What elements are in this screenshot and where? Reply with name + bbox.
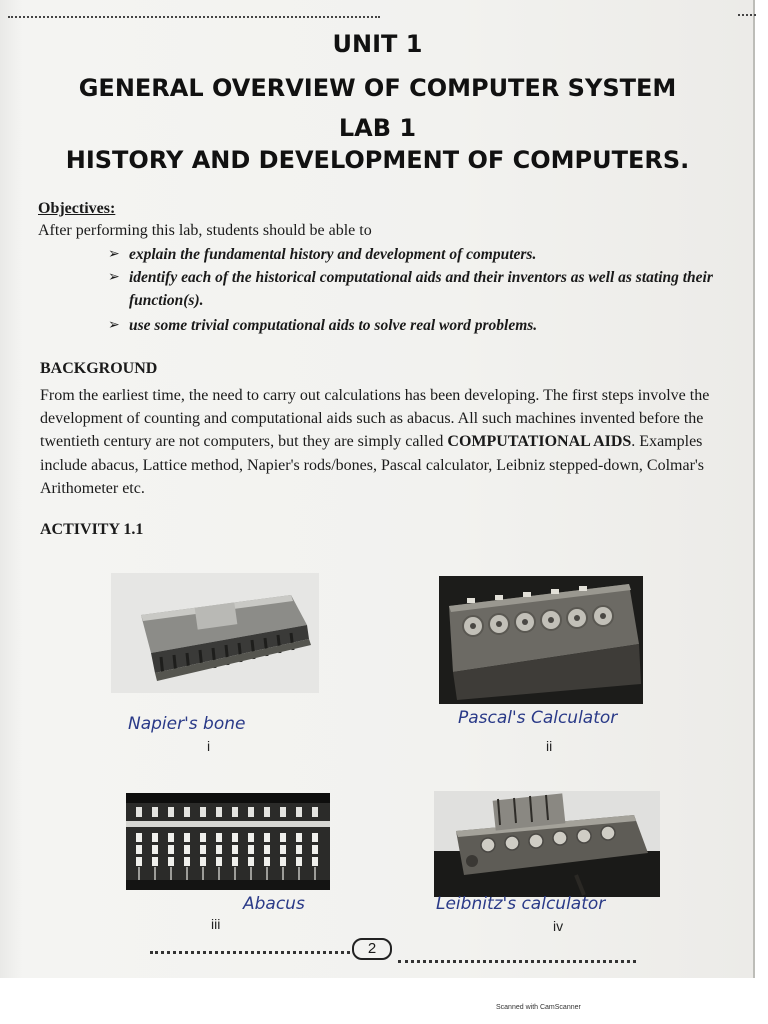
leibnitz-calculator-caption: Leibnitz's calculator: [436, 894, 606, 914]
figure-numeral: ii: [546, 738, 553, 754]
footer-dotted-line-left: [150, 951, 350, 954]
unit-heading: UNIT 1: [332, 30, 423, 58]
list-item: [108, 243, 728, 266]
lab-heading: LAB 1: [338, 114, 417, 142]
page-number: 2: [352, 938, 392, 960]
computational-aids-term: COMPUTATIONAL AIDS: [447, 433, 632, 451]
objectives-label: Objectives:: [38, 200, 116, 217]
list-item: [108, 314, 728, 337]
figure-numeral: iv: [553, 918, 564, 934]
figure-numeral: i: [207, 738, 211, 754]
figure-numeral: iii: [211, 916, 221, 932]
arrow-bullet-icon: ➢: [108, 269, 120, 285]
arrow-bullet-icon: ➢: [108, 317, 120, 333]
activity-label: ACTIVITY 1.1: [40, 521, 144, 538]
napiers-bones-photo: [111, 573, 319, 693]
leibnitz-calculator-photo: [434, 791, 660, 897]
corner-dotted-mark: [738, 14, 756, 16]
background-text-part2: . Examples include abacus, Lattice method, Napier's rods/bones, Pascal calculator, Leibniz stepped-down, Colmar's Arithometer etc.: [40, 433, 705, 497]
lab-title-heading: HISTORY AND DEVELOPMENT OF COMPUTERS.: [65, 146, 690, 174]
pascals-calculator-photo: [439, 576, 643, 704]
background-paragraph: [40, 384, 740, 500]
top-dotted-line: [8, 16, 380, 18]
objectives-list: [108, 243, 728, 337]
list-item: [108, 266, 728, 312]
footer-dotted-line-right: [398, 960, 636, 963]
napiers-bone-caption: Napier's bone: [128, 714, 246, 734]
background-label: BACKGROUND: [40, 360, 158, 377]
arrow-bullet-icon: ➢: [108, 246, 120, 262]
scanner-watermark: Scanned with CamScanner: [496, 1004, 581, 1011]
overview-heading: GENERAL OVERVIEW OF COMPUTER SYSTEM: [78, 74, 677, 102]
objectives-intro: After performing this lab, students should be able to: [38, 222, 372, 239]
objective-text: use some trivial computational aids to solve real word problems.: [129, 317, 538, 334]
background-text-part1: From the earliest time, the need to carry out calculations has been developing. The first steps involve the development of counting and computational aids such as abacus. All such machines invented before the twentieth century are not computers, but they are simply called: [40, 387, 710, 451]
objective-text: identify each of the historical computational aids and their inventors as well as stating their function(s).: [129, 269, 713, 309]
abacus-photo: [126, 793, 330, 890]
objective-text: explain the fundamental history and development of computers.: [129, 246, 537, 263]
pascals-calculator-caption: Pascal's Calculator: [458, 708, 618, 728]
abacus-caption: Abacus: [243, 894, 305, 914]
